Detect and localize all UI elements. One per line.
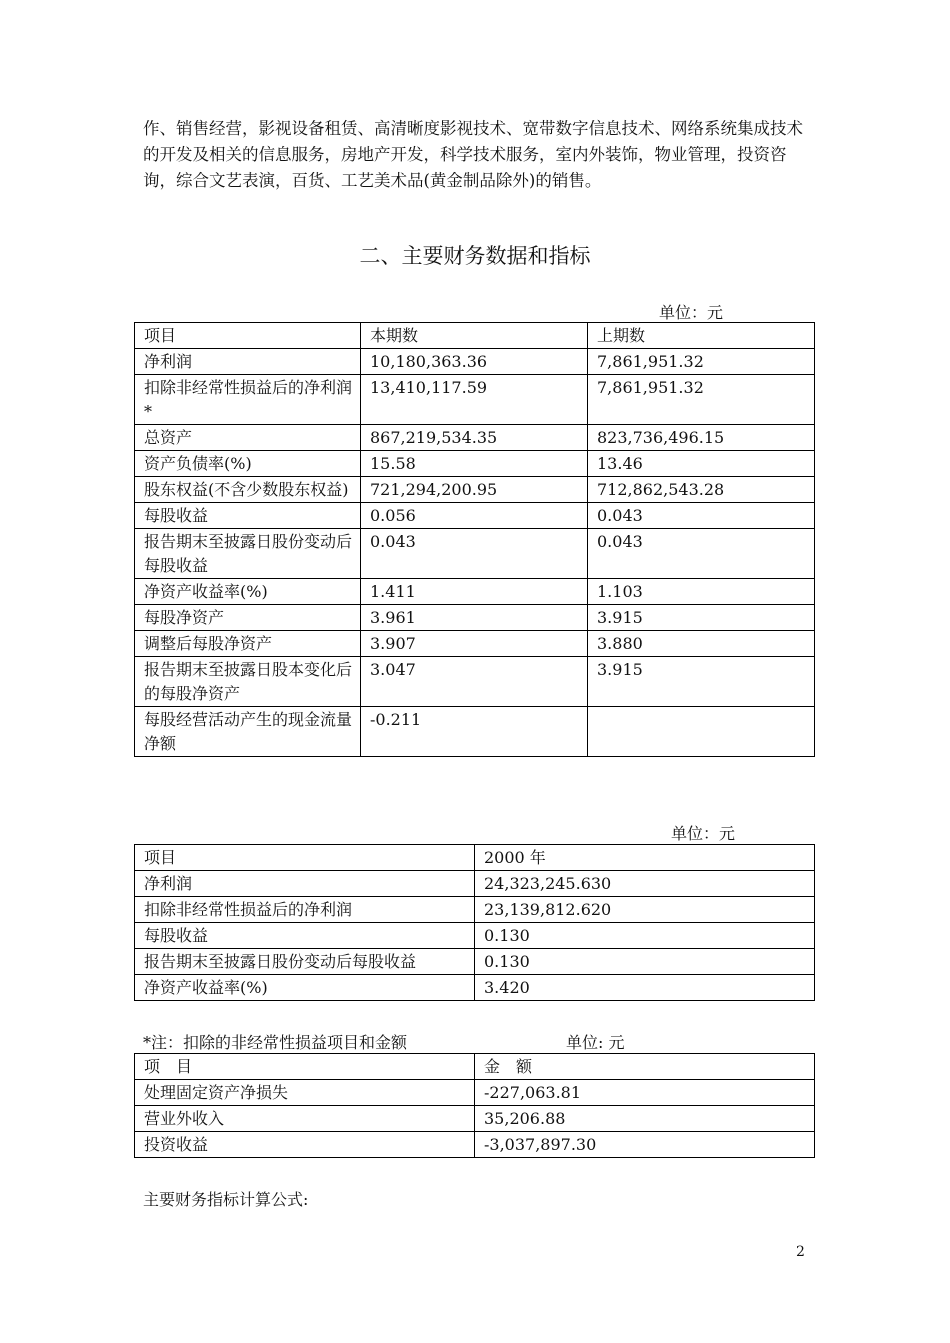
cell-current: 15.58 — [361, 451, 588, 477]
cell-value: 23,139,812.620 — [475, 897, 815, 923]
financial-table-main — [134, 322, 815, 757]
page-number: 2 — [796, 1244, 805, 1260]
cell-current: 10,180,363.36 — [361, 349, 588, 375]
row-label: 股东权益(不含少数股东权益) — [135, 477, 361, 503]
cell-previous: 3.915 — [588, 605, 815, 631]
header-cell: 金 额 — [475, 1054, 815, 1080]
table-row — [135, 1106, 815, 1132]
cell-current: 3.047 — [361, 657, 588, 707]
cell-current: -0.211 — [361, 707, 588, 757]
table-row — [135, 425, 815, 451]
row-label: 净利润 — [135, 871, 475, 897]
row-label: 总资产 — [135, 425, 361, 451]
row-label: 报告期末至披露日股本变化后的每股净资产 — [135, 657, 361, 707]
cell-previous: 13.46 — [588, 451, 815, 477]
row-label: 报告期末至披露日股份变动后每股收益 — [135, 949, 475, 975]
cell-current: 13,410,117.59 — [361, 375, 588, 425]
nonrecurring-items-table — [134, 1053, 815, 1158]
table-row — [135, 1132, 815, 1158]
table-row — [135, 707, 815, 757]
note-unit: 单位: 元 — [566, 1033, 625, 1052]
cell-previous: 1.103 — [588, 579, 815, 605]
table-row — [135, 503, 815, 529]
row-label: 营业外收入 — [135, 1106, 475, 1132]
table-row — [135, 375, 815, 425]
row-label: 扣除非经常性损益后的净利润* — [135, 375, 361, 425]
cell-previous: 3.880 — [588, 631, 815, 657]
cell-amount: -227,063.81 — [475, 1080, 815, 1106]
row-label: 净资产收益率(%) — [135, 975, 475, 1001]
row-label: 每股收益 — [135, 923, 475, 949]
cell-value: 0.130 — [475, 923, 815, 949]
cell-previous: 3.915 — [588, 657, 815, 707]
table-header-row — [135, 845, 815, 871]
cell-previous: 7,861,951.32 — [588, 349, 815, 375]
row-label: 处理固定资产净损失 — [135, 1080, 475, 1106]
table-row — [135, 897, 815, 923]
table-row — [135, 1080, 815, 1106]
section-title: 二、主要财务数据和指标 — [359, 244, 591, 268]
table2-unit: 单位：元 — [671, 824, 736, 843]
table-header-row — [135, 323, 815, 349]
table1-unit: 单位：元 — [659, 303, 724, 322]
cell-previous: 712,862,543.28 — [588, 477, 815, 503]
table-row — [135, 579, 815, 605]
table-row — [135, 975, 815, 1001]
table-row — [135, 451, 815, 477]
header-cell: 上期数 — [588, 323, 815, 349]
header-cell: 2000 年 — [475, 845, 815, 871]
intro-paragraph: 作、销售经营，影视设备租赁、高清晰度影视技术、宽带数字信息技术、网络系统集成技术的开发及相关的信息服务，房地产开发，科学技术服务，室内外装饰，物业管理，投资咨询，综合文艺表演，百货、工艺美术品(黄金制品除外)的销售。 — [143, 119, 803, 190]
row-label: 投资收益 — [135, 1132, 475, 1158]
cell-previous: 823,736,496.15 — [588, 425, 815, 451]
cell-current: 3.907 — [361, 631, 588, 657]
financial-table-2000 — [134, 844, 815, 1001]
header-cell: 项目 — [135, 323, 361, 349]
cell-previous: 7,861,951.32 — [588, 375, 815, 425]
note-text: *注：扣除的非经常性损益项目和金额 — [143, 1033, 408, 1052]
table-row — [135, 605, 815, 631]
row-label: 净利润 — [135, 349, 361, 375]
row-label: 净资产收益率(%) — [135, 579, 361, 605]
cell-previous: 0.043 — [588, 503, 815, 529]
table-row — [135, 923, 815, 949]
row-label: 每股净资产 — [135, 605, 361, 631]
row-label: 调整后每股净资产 — [135, 631, 361, 657]
cell-current: 1.411 — [361, 579, 588, 605]
row-label: 扣除非经常性损益后的净利润 — [135, 897, 475, 923]
cell-previous: 0.043 — [588, 529, 815, 579]
cell-amount: -3,037,897.30 — [475, 1132, 815, 1158]
cell-current: 0.056 — [361, 503, 588, 529]
formula-heading: 主要财务指标计算公式: — [143, 1190, 309, 1209]
header-cell: 项目 — [135, 845, 475, 871]
row-label: 每股经营活动产生的现金流量净额 — [135, 707, 361, 757]
table-row — [135, 657, 815, 707]
cell-current: 721,294,200.95 — [361, 477, 588, 503]
cell-previous — [588, 707, 815, 757]
table-row — [135, 949, 815, 975]
header-cell: 本期数 — [361, 323, 588, 349]
table-row — [135, 349, 815, 375]
cell-amount: 35,206.88 — [475, 1106, 815, 1132]
row-label: 资产负债率(%) — [135, 451, 361, 477]
row-label: 报告期末至披露日股份变动后每股收益 — [135, 529, 361, 579]
table-row — [135, 871, 815, 897]
table-row — [135, 529, 815, 579]
row-label: 每股收益 — [135, 503, 361, 529]
cell-value: 0.130 — [475, 949, 815, 975]
cell-value: 3.420 — [475, 975, 815, 1001]
table-row — [135, 631, 815, 657]
table-row — [135, 477, 815, 503]
table-header-row — [135, 1054, 815, 1080]
cell-current: 867,219,534.35 — [361, 425, 588, 451]
cell-current: 3.961 — [361, 605, 588, 631]
header-cell: 项 目 — [135, 1054, 475, 1080]
cell-current: 0.043 — [361, 529, 588, 579]
cell-value: 24,323,245.630 — [475, 871, 815, 897]
